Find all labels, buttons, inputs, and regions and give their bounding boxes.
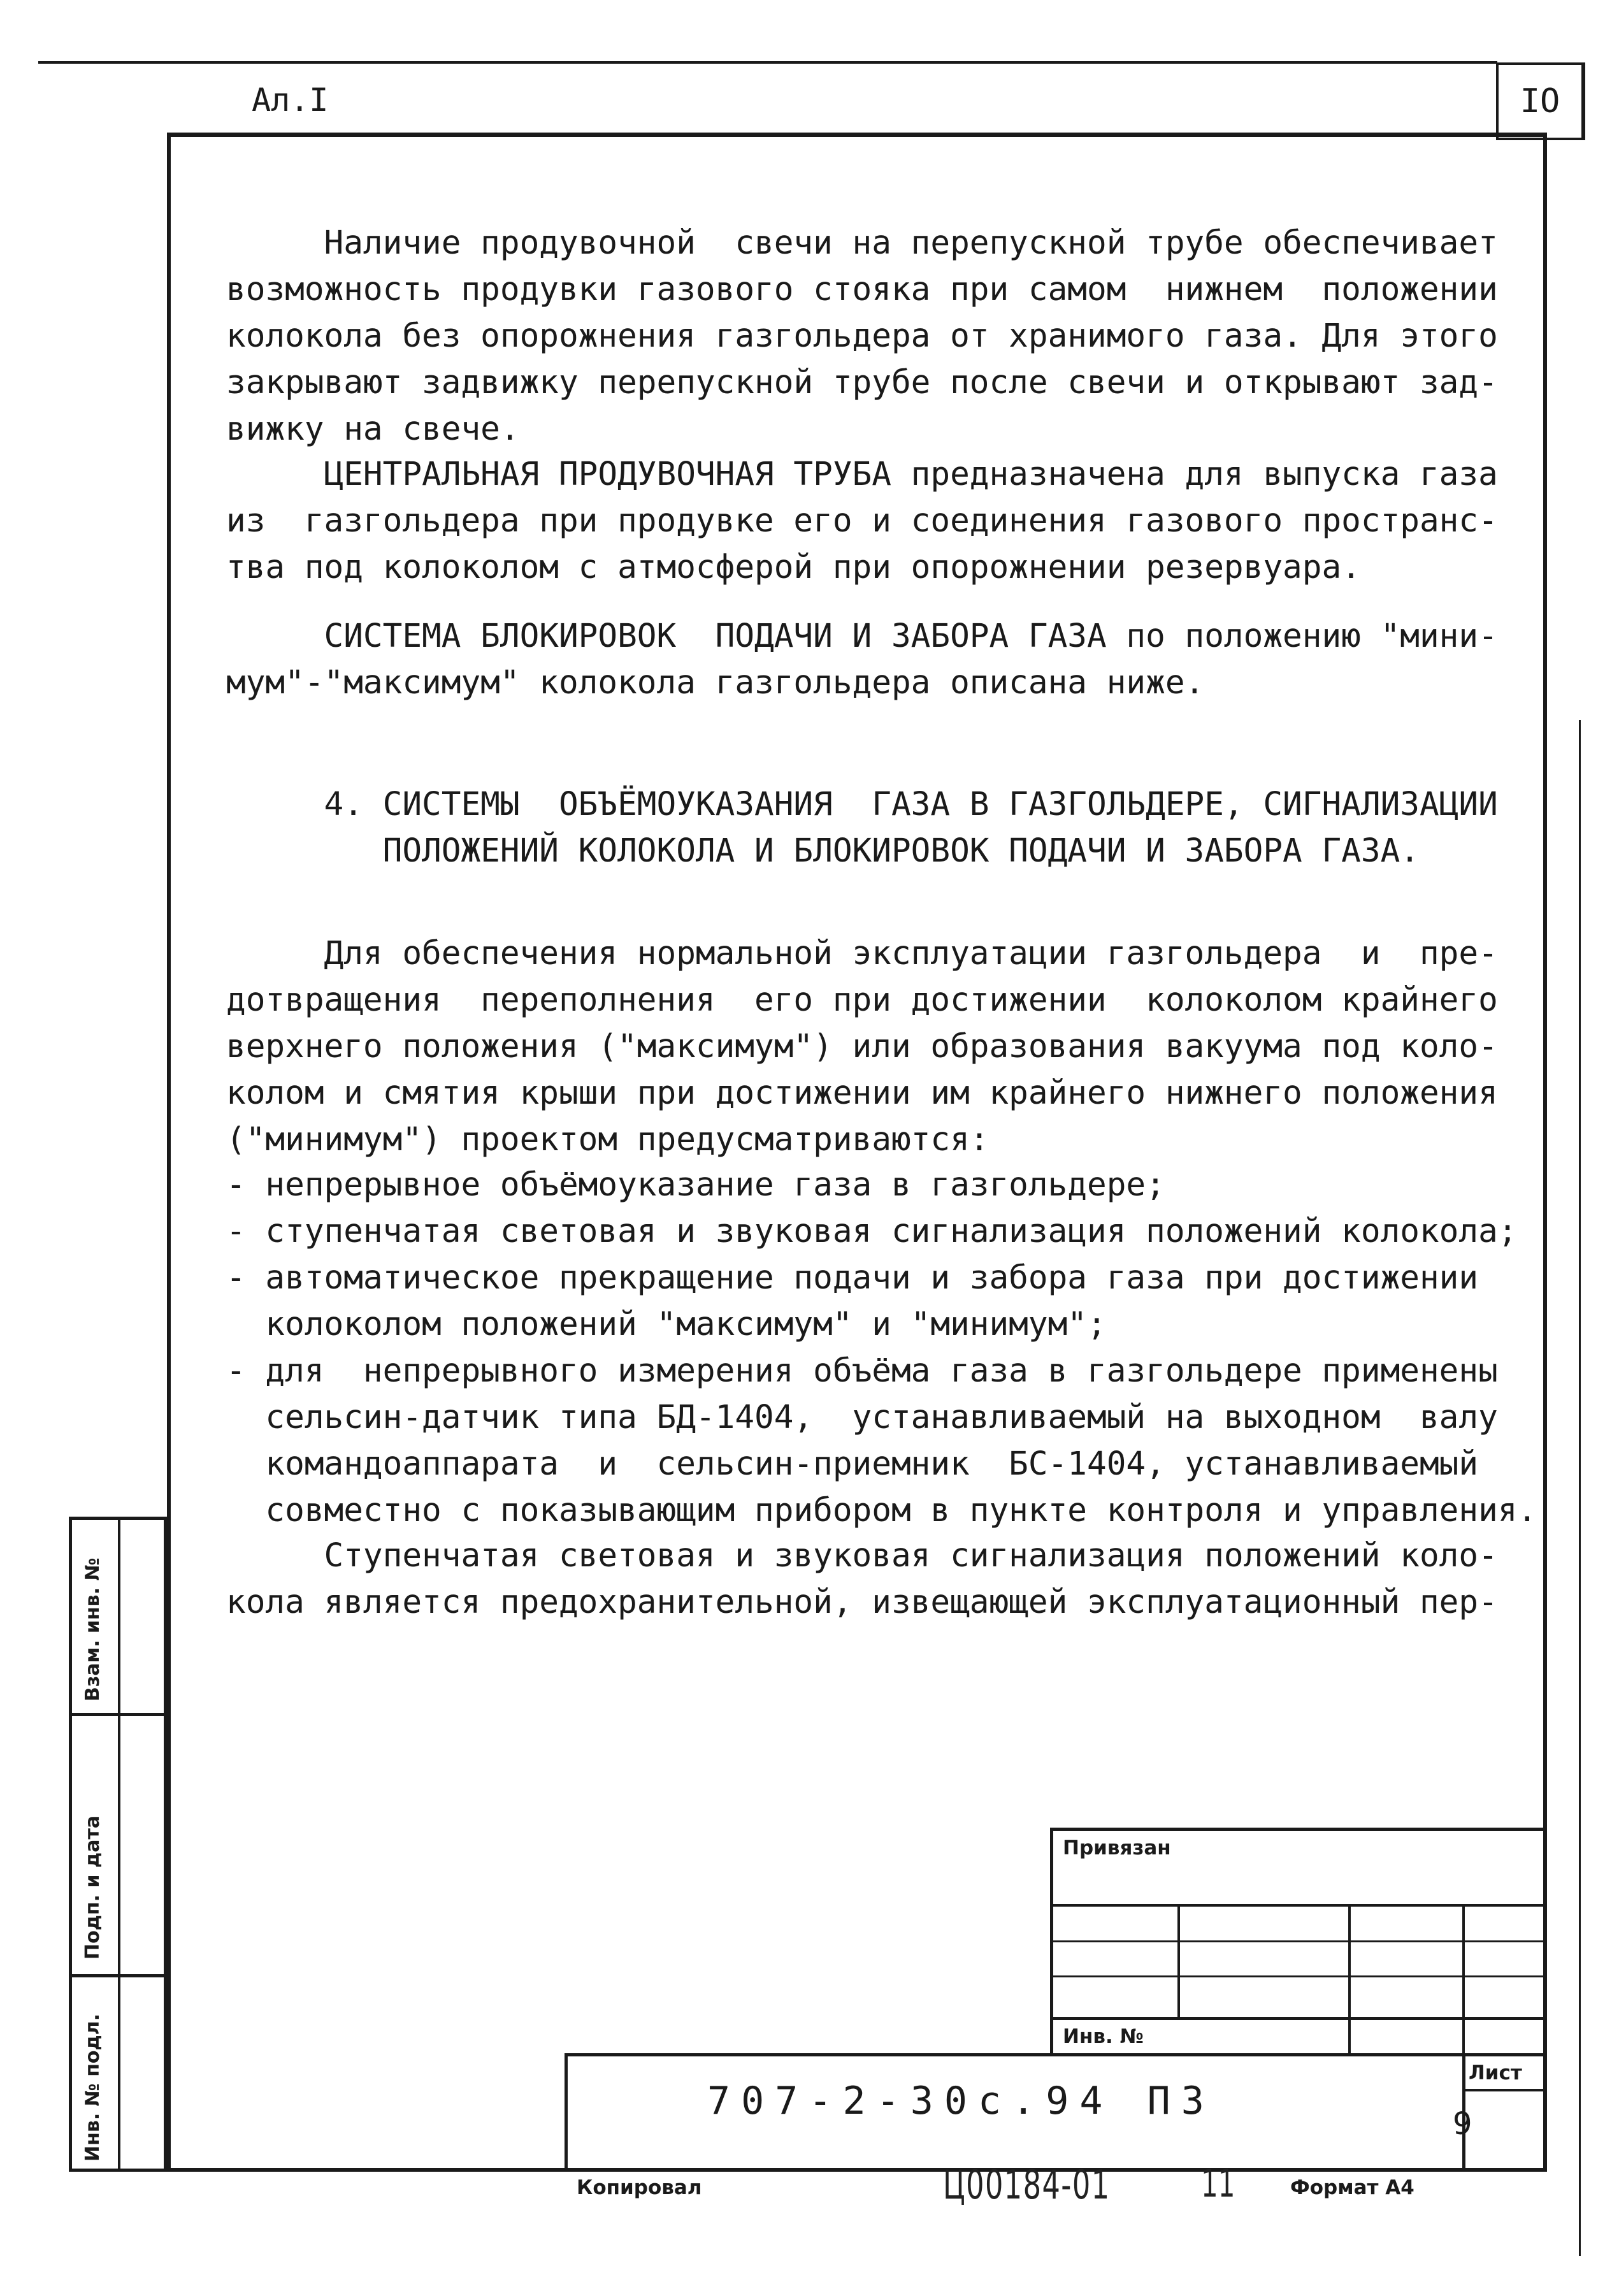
binding-row-4 xyxy=(1050,2017,1547,2020)
side-label-sign-date: Подп. и дата xyxy=(82,1815,104,1960)
side-strip-row-1 xyxy=(69,1713,167,1716)
top-rule xyxy=(38,61,1497,64)
paragraph-central-purge-pipe: ЦЕНТРАЛЬНАЯ ПРОДУВОЧНАЯ ТРУБА предназначена для выпуска газа из газгольдера при продувке его и соединения газового пространс- тва под колоколом с атмосферой при опорожнении резервуара. xyxy=(226,456,1498,586)
provisions-list: - непрерывное объёмоуказание газа в газгольдере; - ступенчатая световая и звуковая сигнализация положений колокола; - автоматическое прекращение подачи и забора газа при достижении колоколом положений "максимум" и "минимум"; - для непрерывного измерения объёма газа в газгольдере применены сельсин-датчик типа БД-1404, устанавливаемый на выходном валу командоаппарата и сельсин-приемник БС-1404, устанавливаемый совместно с показывающим прибором в пункте контроля и управления. xyxy=(226,1166,1537,1529)
copied-by-label: Копировал xyxy=(577,2176,702,2199)
binding-col-2 xyxy=(1348,1904,1351,2056)
binding-col-3 xyxy=(1462,1904,1465,2056)
paragraph-purge-candle: Наличие продувочной свечи на перепускной трубе обеспечивает возможность продувки газового стояка при самом нижнем положении колокола без опорожнения газгольдера от хранимого газа. Для этого закрывают задвижку перепускной трубе после свечи и открывают зад- вижку на свече. xyxy=(226,224,1498,448)
right-margin-rule xyxy=(1579,720,1581,2256)
side-strip-row-2 xyxy=(69,1974,167,1977)
sheet-label-underline xyxy=(1462,2089,1547,2091)
binding-col-1 xyxy=(1177,1904,1180,2019)
paragraph-provisions-intro: Для обеспечения нормальной эксплуатации газгольдера и пре- дотвращения переполнения его при достижении колоколом крайнего верхнего положения ("максимум") или образования вакуума под коло- колом и смятия крыши при достижении им крайнего нижнего положения ("минимум") проектом предусматриваются: xyxy=(226,935,1498,1159)
binding-label: Привязан xyxy=(1063,1837,1171,1859)
side-label-orig-inv: Инв. № подл. xyxy=(82,2013,104,2162)
sheet-number: 9 xyxy=(1453,2106,1472,2142)
paragraph-stepped-signaling: Ступенчатая световая и звуковая сигнализация положений коло- кола является предохранительной, извещающей эксплуатационный пер- xyxy=(226,1537,1498,1621)
format-label: Формат А4 xyxy=(1290,2176,1414,2199)
page-number: IO xyxy=(1520,82,1560,120)
binding-row-1 xyxy=(1050,1904,1547,1907)
binding-row-3 xyxy=(1050,1975,1547,1977)
sheet-label: Лист xyxy=(1469,2061,1522,2084)
archive-mark: 11 xyxy=(1201,2162,1235,2206)
binding-row-2 xyxy=(1050,1940,1547,1942)
side-strip-divider xyxy=(118,1517,120,2172)
side-label-replaced-inv: Взам. инв. № xyxy=(82,1557,104,1701)
paragraph-interlock-system: СИСТЕМА БЛОКИРОВОК ПОДАЧИ И ЗАБОРА ГАЗА по положению "мини- мум"-"максимум" колокола газгольдера описана ниже. xyxy=(226,617,1498,702)
archive-stamp: Ц00184-01 xyxy=(943,2162,1111,2208)
sheet-code: Ал.I xyxy=(252,82,329,119)
inv-no-label: Инв. № xyxy=(1063,2025,1144,2048)
section-heading: 4. СИСТЕМЫ ОБЪЁМОУКАЗАНИЯ ГАЗА В ГАЗГОЛЬДЕРЕ, СИГНАЛИЗАЦИИ ПОЛОЖЕНИЙ КОЛОКОЛА И БЛОКИРОВОК ПОДАЧИ И ЗАБОРА ГАЗА. xyxy=(324,786,1498,870)
page-number-box xyxy=(1496,62,1585,140)
document-code: 707-2-30с.94 ПЗ xyxy=(707,2079,1215,2123)
